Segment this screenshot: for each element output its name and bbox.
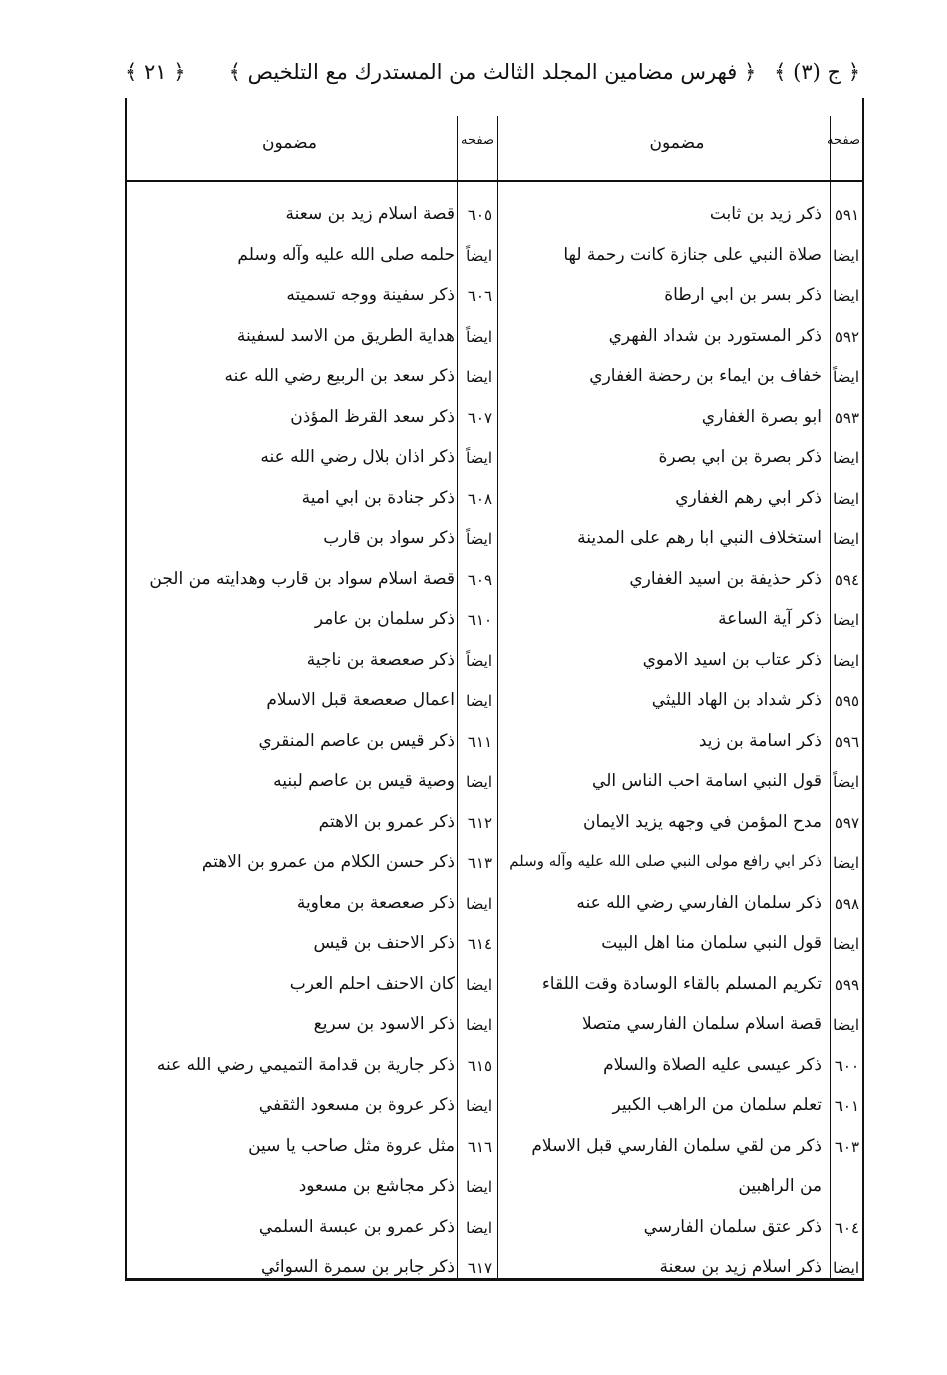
row-page-number: ايضا [833,1259,859,1277]
row-content: ذكر صعصعة بن معاوية [296,892,455,913]
row-page-number: ايضا [466,773,492,791]
row-content: ذكر عمرو بن الاهتم [318,811,455,832]
row-page-number: ٥٩٣ [834,408,859,427]
table-row [499,482,862,523]
row-page-number: ايضا [833,489,859,508]
table-row [127,1130,495,1171]
row-page-number: ٦١١ [467,732,492,751]
row-content: قول النبي سلمان منا اهل البيت [601,933,822,953]
row-page-number: ٦٠٤ [834,1218,859,1237]
table-row [499,441,862,482]
row-page-number: ٥٩٢ [834,327,859,346]
row-content: ذكر اسامة بن زيد [698,730,822,751]
row-page-number: ٦٠٧ [467,408,492,427]
row-page-number: ٦٠٣ [834,1137,859,1156]
table-row [127,360,495,401]
header-rule [127,180,862,182]
page-header [125,60,860,90]
table-row [127,1089,495,1130]
row-content: حلمه صلى الله عليه وآله وسلم [237,244,455,265]
row-content: ذكر جارية بن قدامة التميمي رضي الله عنه [156,1054,455,1075]
row-content: ذكر مجاشع بن مسعود [298,1176,455,1196]
table-row [499,968,862,1009]
row-content: ذكر الاسود بن سريع [313,1014,455,1034]
row-page-number: ايضاً [833,773,859,791]
table-row [499,684,862,725]
table-row [127,644,495,685]
right-page-column-header: صفحه [827,133,860,148]
left-content-column-header: مضمون [262,133,317,153]
row-page-number: ٦١٤ [467,935,492,953]
row-content: ذكر بصرة بن ابي بصرة [658,447,822,467]
row-page-number: ايضا [466,1218,492,1237]
row-content: كان الاحنف احلم العرب [289,973,455,994]
row-content: مدح المؤمن في وجهه يزيد الايمان [583,811,822,832]
row-content: ذكر المستورد بن شداد الفهري [608,325,822,346]
row-page-number: ايضا [833,854,859,872]
row-page-number: ٦٠١ [834,1097,859,1115]
table-row [499,1211,862,1252]
table-row [127,239,495,280]
table-row [127,684,495,725]
table-row [127,401,495,442]
row-content: من الراهبين [738,1176,822,1196]
row-page-number: ٦١٦ [467,1137,492,1156]
table-row [499,806,862,847]
row-content: خفاف بن ايماء بن رحضة الغفاري [589,366,822,386]
row-content: وصية قيس بن عاصم لبنيه [273,771,455,791]
row-page-number: ايضا [466,692,492,710]
row-page-number: ايضاً [466,449,492,467]
row-content: ذكر عتق سلمان الفارسي [643,1216,822,1237]
row-content: ذكر ابي رهم الغفاري [675,487,822,508]
row-page-number: ٥٩١ [834,206,859,224]
row-page-number: ٥٩٨ [834,894,859,913]
table-row [499,1089,862,1130]
row-content: ذكر الاحنف بن قيس [313,933,455,953]
table-row [499,563,862,604]
row-content: ذكر عيسى عليه الصلاة والسلام [603,1054,822,1075]
row-content: ذكر اسلام زيد بن سعنة [659,1257,822,1277]
row-content: ذكر من لقي سلمان الفارسي قبل الاسلام [531,1135,822,1156]
table-row [127,279,495,320]
table-row [127,1008,495,1049]
row-page-number: ايضا [833,935,859,953]
row-content: تكريم المسلم بالقاء الوسادة وقت اللقاء [541,973,822,994]
row-page-number: ٦٠٨ [467,489,492,508]
row-content: ذكر حذيفة بن اسيد الغفاري [629,568,822,589]
row-content: ذكر شداد بن الهاد الليثي [651,690,822,710]
row-content: ذكر سعد بن الربيع رضي الله عنه [224,366,455,386]
row-page-number: ٥٩٥ [834,692,859,710]
row-page-number: ٦٠٩ [467,570,492,589]
row-page-number: ٦٠٠ [834,1056,859,1075]
page-title: ﴿ فهرس مضامين المجلد الثالث من المستدرك مع التلخيص ﴾ [228,60,757,84]
table-row [127,1211,495,1252]
table-row [499,239,862,280]
row-content: ذكر عتاب بن اسيد الاموي [642,649,822,670]
table-row [127,1170,495,1211]
row-page-number: ٦١٣ [467,854,492,872]
row-page-number: ايضا [466,894,492,913]
table-row [499,401,862,442]
table-row [499,522,862,563]
table-row [127,198,495,239]
row-content: اعمال صعصعة قبل الاسلام [266,690,455,710]
table-row [127,725,495,766]
table-row [499,725,862,766]
row-page-number: ايضا [466,368,492,386]
index-table [125,98,864,1281]
row-page-number: ٥٩٤ [834,570,859,589]
row-content: ذكر قيس بن عاصم المنقري [258,730,455,751]
table-row [127,1049,495,1090]
row-page-number: ايضاً [466,651,492,670]
row-page-number: ايضاً [466,327,492,346]
row-content: مثل عروة مثل صاحب يا سين [248,1135,455,1156]
row-page-number: ايضا [466,1178,492,1196]
row-content: صلاة النبي على جنازة كانت رحمة لها [563,244,822,265]
table-row [499,198,862,239]
row-content: ذكر جنادة بن ابي امية [301,487,455,508]
row-page-number: ايضا [833,449,859,467]
column-divider [497,116,498,1278]
left-page-column-header: صفحه [461,133,494,148]
row-page-number: ايضاً [466,530,492,548]
table-row [499,644,862,685]
row-content: ذكر سلمان الفارسي رضي الله عنه [576,892,822,913]
row-page-number: ٥٩٩ [834,975,859,994]
table-row [499,1251,862,1292]
right-column [499,198,862,1292]
table-row [127,765,495,806]
row-page-number: ٦١٢ [467,813,492,832]
row-page-number: ٦١٧ [467,1259,492,1277]
volume-label: ﴿ ج (٣) ﴾ [774,60,860,84]
row-content: ذكر سعد القرظ المؤذن [290,406,455,427]
row-content: ابو بصرة الغفاري [701,406,822,427]
row-content: تعلم سلمان من الراهب الكبير [612,1095,822,1115]
table-row [127,603,495,644]
table-row [127,846,495,887]
row-page-number: ايضا [833,651,859,670]
row-page-number: ايضا [833,530,859,548]
row-page-number: ايضاً [833,368,859,386]
row-page-number: ٦٠٥ [467,206,492,224]
page-number: ﴿ ٢١ ﴾ [125,60,186,84]
table-row [499,1170,862,1211]
row-page-number: ايضا [833,287,859,305]
table-row [499,279,862,320]
row-content: هداية الطريق من الاسد لسفينة [236,325,455,346]
table-row [499,927,862,968]
row-content: ذكر صعصعة بن ناجية [306,649,455,670]
row-content: ذكر عمرو بن عبسة السلمي [258,1216,455,1237]
row-page-number: ايضا [466,975,492,994]
row-content: استخلاف النبي ابا رهم على المدينة [577,528,822,548]
row-content: ذكر حسن الكلام من عمرو بن الاهتم [201,852,455,872]
row-content: ذكر زيد بن ثابت [709,204,822,224]
row-page-number: ايضاً [466,246,492,265]
table-row [499,360,862,401]
table-row [499,320,862,361]
row-page-number: ٦٠٦ [467,287,492,305]
row-page-number: ايضا [833,1016,859,1034]
table-row [127,320,495,361]
table-row [499,887,862,928]
table-row [127,563,495,604]
table-row [127,806,495,847]
table-row [127,1251,495,1292]
row-content: قول النبي اسامة احب الناس الي [592,771,822,791]
row-content: ذكر اذان بلال رضي الله عنه [260,447,455,467]
row-content: قصة اسلام سواد بن قارب وهدايته من الجن [149,568,455,589]
row-content: قصة اسلام سلمان الفارسي متصلا [581,1014,822,1034]
table-row [127,927,495,968]
table-row [127,887,495,928]
table-row [499,765,862,806]
table-row [127,968,495,1009]
row-content: ذكر جابر بن سمرة السوائي [261,1257,455,1277]
row-content: ذكر سفينة ووجه تسميته [286,285,455,305]
right-content-column-header: مضمون [649,133,705,153]
row-content: قصة اسلام زيد بن سعنة [285,204,455,224]
row-page-number: ٦١٠ [467,611,492,629]
row-page-number: ٥٩٦ [834,732,859,751]
row-page-number: ٥٩٧ [834,813,859,832]
row-content: ذكر سلمان بن عامر [314,609,455,629]
left-column [127,198,495,1292]
table-row [499,603,862,644]
table-row [127,522,495,563]
row-page-number: ايضا [833,246,859,265]
row-page-number: ايضا [466,1016,492,1034]
row-content: ذكر آية الساعة [718,609,822,629]
table-row [499,1130,862,1171]
table-row [127,482,495,523]
row-page-number: ايضا [833,611,859,629]
table-row [499,1049,862,1090]
row-content: ذكر ابي رافع مولى النبي صلى الله عليه وآله وسلم [509,852,822,870]
row-page-number: ٦١٥ [467,1056,492,1075]
row-page-number: ايضا [466,1097,492,1115]
table-row [127,441,495,482]
row-content: ذكر بسر بن ابي ارطاة [664,285,822,305]
row-content: ذكر سواد بن قارب [323,528,455,548]
row-content: ذكر عروة بن مسعود الثقفي [258,1095,455,1115]
table-row [499,846,862,887]
table-row [499,1008,862,1049]
